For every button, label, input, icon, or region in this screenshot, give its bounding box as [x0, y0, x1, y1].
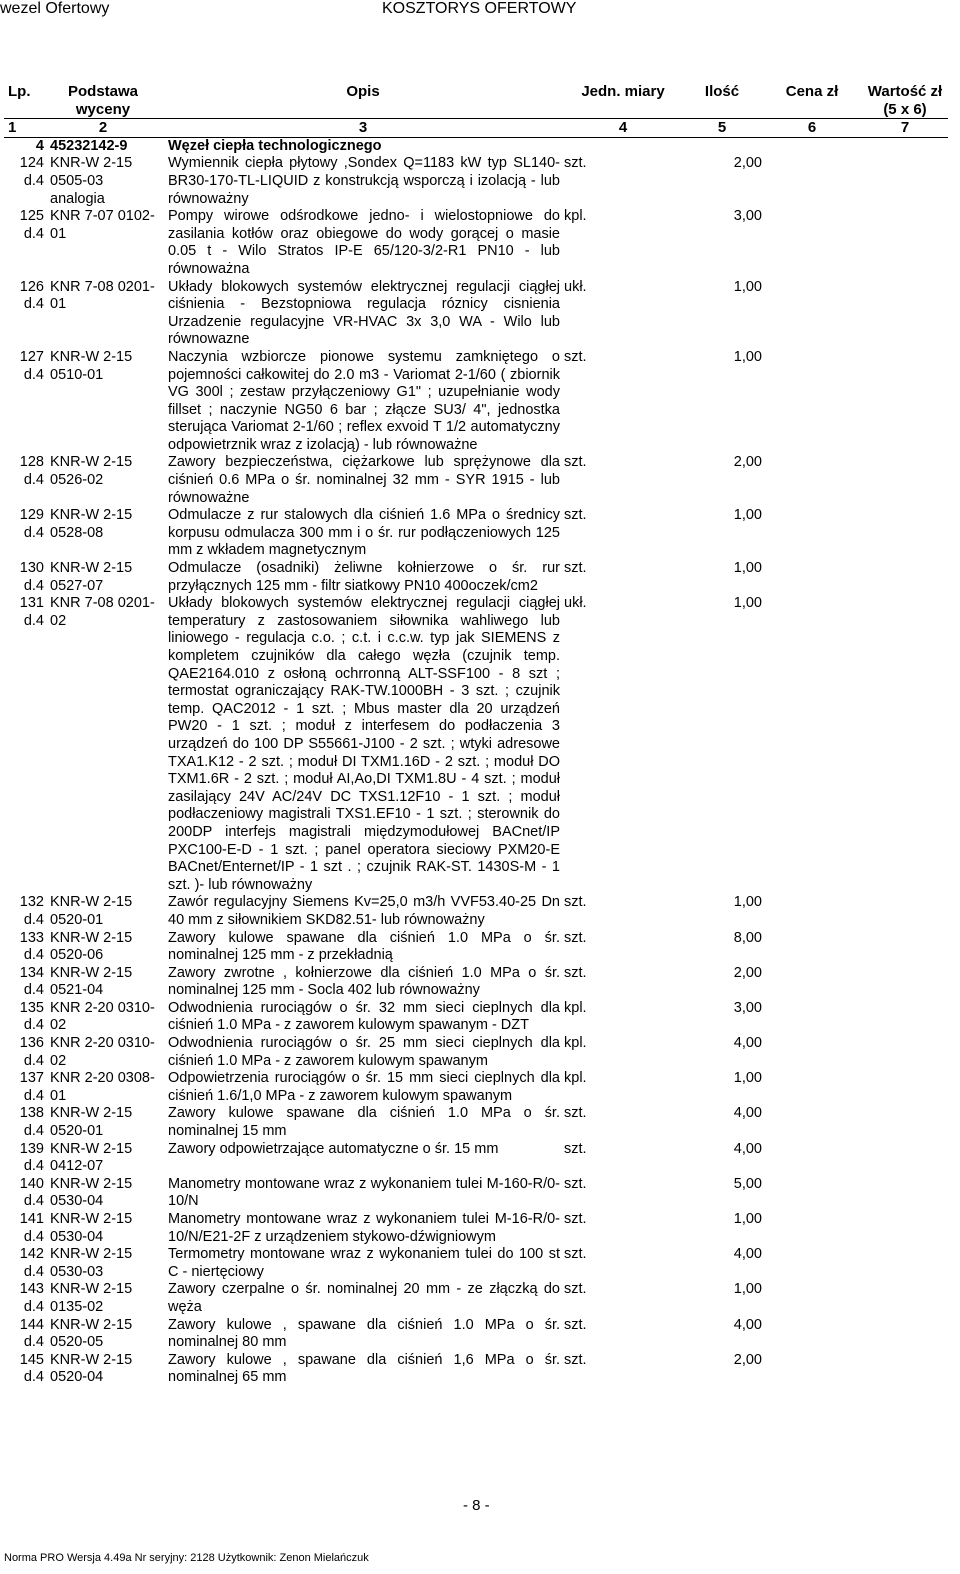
- row-price: [762, 595, 862, 894]
- row-price: [762, 349, 862, 455]
- table-row: [4, 1000, 948, 1035]
- row-lp: 145 d.4: [19, 1351, 44, 1386]
- row-description: Odmulacze (osadniki) żeliwne kołnierzowe o śr. rur przyłącznych 125 mm - filtr siatkowy PN10 400oczek/cm2: [168, 560, 560, 594]
- row-lp: 134 d.4: [19, 964, 44, 999]
- col-number: 6: [762, 119, 862, 138]
- row-value: [862, 454, 948, 507]
- row-price: [762, 507, 862, 560]
- table-row: [4, 279, 948, 349]
- document-app-name: wezel Ofertowy: [0, 0, 110, 17]
- row-value: [862, 349, 948, 455]
- row-price: [762, 1141, 862, 1176]
- row-lp: 139 d.4: [19, 1140, 44, 1175]
- col-number: 3: [162, 119, 564, 138]
- row-price: [762, 894, 862, 929]
- row-description: Zawory kulowe spawane dla ciśnień 1.0 MPa o śr. nominalnej 125 mm - z przekładnią: [168, 929, 560, 964]
- row-basis: KNR-W 2-15 0530-04: [50, 1211, 133, 1245]
- col-number: 2: [44, 119, 162, 138]
- col-number: 5: [682, 119, 762, 138]
- row-basis: KNR-W 2-15 0521-04: [50, 964, 133, 999]
- row-quantity: 1,00: [733, 1211, 762, 1227]
- row-unit: szt.: [564, 1281, 587, 1298]
- row-value: [862, 1176, 948, 1211]
- table-row: [4, 560, 948, 595]
- row-description: Zawory zwrotne , kołnierzowe dla ciśnień 1.0 MPa o śr. nominalnej 125 mm - Socla 402 lub równoważny: [168, 964, 560, 999]
- row-price: [762, 1246, 862, 1281]
- row-price: [762, 965, 862, 1000]
- row-unit: szt.: [564, 1140, 587, 1157]
- row-unit: szt.: [564, 1351, 587, 1368]
- row-price: [762, 155, 862, 208]
- page-number: - 8 -: [463, 1497, 490, 1514]
- row-unit: szt.: [564, 1105, 587, 1122]
- row-description: Odpowietrzenia rurociągów o śr. 15 mm sieci cieplnych dla ciśnień 1.6/1,0 MPa - z zaworem kulowym spawanym: [168, 1070, 560, 1104]
- row-description: Termometry montowane wraz z wykonaniem tulei do 100 st C - niertęciowy: [168, 1246, 560, 1280]
- table-row: [4, 595, 948, 894]
- row-quantity: 1,00: [733, 894, 762, 911]
- row-basis: KNR-W 2-15 0528-08: [50, 507, 133, 541]
- row-basis: KNR 2-20 0308-01: [50, 1070, 155, 1104]
- row-description: Zawory kulowe , spawane dla ciśnień 1.0 MPa o śr. nominalnej 80 mm: [168, 1316, 560, 1351]
- row-description: Zawory czerpalne o śr. nominalnej 20 mm - ze złączką do węża: [168, 1281, 560, 1315]
- col-basis: Podstawa wyceny: [67, 83, 139, 118]
- col-unit: Jedn. miary: [581, 83, 665, 100]
- row-unit: szt.: [564, 1316, 587, 1333]
- row-value: [862, 507, 948, 560]
- row-lp: 138 d.4: [19, 1105, 44, 1140]
- row-description: Pompy wirowe odśrodkowe jedno- i wielostopniowe do zasilania kotłów oraz obiegowe do wody gorącej o masie 0.05 t - Wilo Stratos IP-E 65/120-3/2-R1 PN10 - lub równoważna: [168, 208, 560, 277]
- row-quantity: 3,00: [733, 999, 762, 1016]
- row-value: [862, 1141, 948, 1176]
- col-number: 1: [4, 119, 44, 138]
- row-price: [762, 1035, 862, 1070]
- row-basis: KNR-W 2-15 0530-03: [50, 1246, 133, 1280]
- col-number: 4: [564, 119, 682, 138]
- table-row: [4, 1211, 948, 1246]
- row-value: [862, 208, 948, 278]
- row-quantity: 2,00: [733, 1351, 762, 1368]
- row-value: [862, 1281, 948, 1316]
- row-quantity: 5,00: [733, 1175, 762, 1192]
- row-lp: 131 d.4: [19, 595, 44, 629]
- table-row: [4, 1352, 948, 1387]
- col-price: Cena zł: [785, 83, 839, 100]
- row-basis: KNR 2-20 0310-02: [50, 999, 155, 1034]
- row-quantity: 1,00: [733, 595, 762, 612]
- table-row: [4, 349, 948, 455]
- row-unit: szt.: [564, 929, 587, 946]
- row-unit: ukł.: [564, 595, 587, 612]
- row-basis: KNR-W 2-15 0505-03 analogia: [50, 155, 133, 207]
- table-row: [4, 1105, 948, 1140]
- row-basis: KNR 7-08 0201-01: [50, 278, 155, 313]
- row-unit: szt.: [564, 560, 587, 577]
- row-unit: kpl.: [564, 1070, 587, 1087]
- row-quantity: 2,00: [733, 964, 762, 981]
- table-row: [4, 1281, 948, 1316]
- col-number: 7: [862, 119, 948, 138]
- row-basis: KNR-W 2-15 0510-01: [50, 348, 133, 383]
- row-quantity: 1,00: [733, 278, 762, 295]
- row-lp: 126 d.4: [19, 278, 44, 313]
- row-price: [762, 279, 862, 349]
- row-price: [762, 1211, 862, 1246]
- row-description: Manometry montowane wraz z wykonaniem tulei M-160-R/0-10/N: [168, 1175, 560, 1210]
- row-description: Naczynia wzbiorcze pionowe systemu zamkniętego o pojemności całkowitej do 2.0 m3 - Variomat 2-1/60 ( zbiornik VG 300l ; zestaw przyłączeniowy G1" ; uzupełnianie wody fillset ; naczynie NG50 6 bar ; złącze SU3/ 4", jednostka sterująca Variomat 2-1/60 ; reflex exvoid T 1/2 automatyczny odpowietrznik wraz z izolacją) - lub równoważne: [168, 348, 560, 453]
- row-quantity: 4,00: [733, 1246, 762, 1263]
- row-description: Wymiennik ciepła płytowy ,Sondex Q=1183 kW typ SL140-BR30-170-TL-LIQUID z konstrukcją wsporczą i izolacją - lub równoważny: [168, 155, 560, 207]
- section-lp: 4: [35, 137, 44, 154]
- table-row: [4, 965, 948, 1000]
- row-basis: KNR-W 2-15 0520-05: [50, 1316, 133, 1351]
- row-price: [762, 1317, 862, 1352]
- row-unit: kpl.: [564, 208, 587, 225]
- row-lp: 141 d.4: [19, 1211, 44, 1245]
- row-lp: 130 d.4: [19, 560, 44, 594]
- table-row: [4, 894, 948, 929]
- row-lp: 144 d.4: [19, 1316, 44, 1351]
- row-unit: szt.: [564, 1211, 587, 1227]
- row-quantity: 1,00: [733, 507, 762, 524]
- column-header-row: [4, 83, 948, 119]
- row-lp: 129 d.4: [19, 507, 44, 541]
- row-quantity: 4,00: [733, 1105, 762, 1122]
- table-row: [4, 930, 948, 965]
- row-basis: KNR-W 2-15 0527-07: [50, 560, 133, 594]
- row-lp: 137 d.4: [19, 1070, 44, 1104]
- row-value: [862, 1317, 948, 1352]
- row-description: Odwodnienia rurociągów o śr. 25 mm sieci cieplnych dla ciśnień 1.0 MPa - z zaworem kulowym spawanym: [168, 1035, 560, 1069]
- table-row: [4, 1317, 948, 1352]
- row-basis: KNR-W 2-15 0135-02: [50, 1281, 133, 1315]
- row-unit: szt.: [564, 155, 587, 172]
- row-quantity: 2,00: [733, 454, 762, 471]
- row-unit: ukł.: [564, 278, 587, 295]
- row-value: [862, 1105, 948, 1140]
- row-lp: 135 d.4: [19, 999, 44, 1034]
- row-basis: KNR 7-07 0102-01: [50, 208, 155, 242]
- row-basis: KNR-W 2-15 0530-04: [50, 1175, 133, 1210]
- section-row: [4, 137, 948, 155]
- row-lp: 133 d.4: [19, 929, 44, 964]
- row-description: Zawory odpowietrzające automatyczne o śr. 15 mm: [168, 1140, 499, 1157]
- row-basis: KNR-W 2-15 0520-01: [50, 1105, 133, 1140]
- row-description: Odmulacze z rur stalowych dla ciśnień 1.6 MPa o średnicy korpusu odmulacza 300 mm i o śr. rur podłączeniowych 125 mm z wkładem magnetycznym: [168, 507, 560, 559]
- row-basis: KNR-W 2-15 0526-02: [50, 454, 133, 489]
- row-value: [862, 279, 948, 349]
- col-desc: Opis: [346, 83, 380, 100]
- table-row: [4, 507, 948, 560]
- row-quantity: 1,00: [733, 1070, 762, 1087]
- row-value: [862, 1000, 948, 1035]
- row-unit: kpl.: [564, 999, 587, 1016]
- row-value: [862, 595, 948, 894]
- row-price: [762, 454, 862, 507]
- row-description: Układy blokowych systemów elektrycznej regulacji ciągłej temperatury z zastosowaniem siłownika wahliwego lub liniowego - regulacja c.o. ; c.t. i c.c.w. typ jak SIEMENS z kompletem czujników dla całego węzła (czujnik temp. QAE2164.010 z osłoną ochrronną ALT-SSF100 - 8 szt ; termostat ograniczający RAK-TW.1000BH - 3 szt. ; czujnik temp. QAC2012 - 1 szt. ; Mbus master dla 20 urządzeń PW20 - 1 szt. ; moduł z interfesem do podłaczenia 3 urządzeń do 100 DP S55661-J100 - 2 szt. ; wtyki adresowe TXA1.K12 - 2 szt. ; moduł DI TXM1.16D - 2 szt. ; moduł DO TXM1.6R - 2 szt. ; moduł AI,Ao,DI TXM1.8U - 4 szt. ; moduł zasilający 24V AC/24V DC TXS1.12F10 - 1 szt. ; moduł podłaczeniowy magistrali TXS1.EF10 - 1 szt. ; sterownik do 200DP interfejs magistrali międzymodułowej BACnet/IP PXC100-E-D - 1 szt. ; panel operatora sieciowy PXM20-E BACnet/Enternet/IP - 1 szt . ; czujnik RAK-ST. 1430S-M - 1 szt. )- lub równoważny: [168, 595, 560, 893]
- document-title: KOSZTORYS OFERTOWY: [382, 0, 577, 17]
- col-value: Wartość zł (5 x 6): [867, 83, 943, 118]
- row-quantity: 4,00: [733, 1140, 762, 1157]
- row-description: Zawory bezpieczeństwa, ciężarkowe lub sprężynowe dla ciśnień 0.6 MPa o śr. nominalnej 32 mm - SYR 1915 - lub równoważne: [168, 454, 560, 506]
- row-lp: 143 d.4: [19, 1281, 44, 1315]
- row-price: [762, 930, 862, 965]
- row-unit: szt.: [564, 1175, 587, 1192]
- row-description: Zawory kulowe spawane dla ciśnień 1.0 MPa o śr. nominalnej 15 mm: [168, 1105, 560, 1140]
- row-unit: szt.: [564, 507, 587, 524]
- row-description: Układy blokowych systemów elektrycznej regulacji ciągłej ciśnienia - Bezstopniowa regulacja róznicy cisnienia Urzadzenie regulacyjne VR-HVAC 3x 3,0 WA - Wilo lub równowazne: [168, 278, 560, 348]
- row-price: [762, 560, 862, 595]
- row-price: [762, 1000, 862, 1035]
- row-lp: 142 d.4: [19, 1246, 44, 1280]
- row-quantity: 2,00: [733, 155, 762, 172]
- row-value: [862, 930, 948, 965]
- row-basis: KNR 2-20 0310-02: [50, 1035, 155, 1069]
- row-value: [862, 965, 948, 1000]
- row-lp: 132 d.4: [19, 894, 44, 928]
- row-quantity: 4,00: [733, 1035, 762, 1052]
- row-basis: KNR-W 2-15 0520-06: [50, 929, 133, 964]
- row-description: Odwodnienia rurociągów o śr. 32 mm sieci cieplnych dla ciśnień 1.0 MPa - z zaworem kulowym spawanym - DZT: [168, 999, 560, 1034]
- column-number-row: [4, 119, 948, 138]
- table-row: [4, 1141, 948, 1176]
- table-row: [4, 1246, 948, 1281]
- table-row: [4, 454, 948, 507]
- row-quantity: 4,00: [733, 1316, 762, 1333]
- row-price: [762, 1176, 862, 1211]
- row-quantity: 1,00: [733, 1281, 762, 1298]
- row-lp: 140 d.4: [19, 1175, 44, 1210]
- row-quantity: 3,00: [733, 208, 762, 225]
- row-unit: szt.: [564, 454, 587, 471]
- row-price: [762, 1352, 862, 1387]
- row-description: Zawory kulowe , spawane dla ciśnień 1,6 MPa o śr. nominalnej 65 mm: [168, 1351, 560, 1386]
- row-lp: 124 d.4: [19, 155, 44, 189]
- row-value: [862, 155, 948, 208]
- table-row: [4, 208, 948, 278]
- row-quantity: 8,00: [733, 929, 762, 946]
- table-row: [4, 1035, 948, 1070]
- table-row: [4, 155, 948, 208]
- row-description: Manometry montowane wraz z wykonaniem tulei M-16-R/0-10/N/E21-2F z urządzeniem stykowo-dźwigniowym: [168, 1211, 560, 1245]
- row-price: [762, 1105, 862, 1140]
- row-lp: 125 d.4: [19, 208, 44, 242]
- row-value: [862, 894, 948, 929]
- cost-estimate-table: [4, 83, 948, 1387]
- row-lp: 127 d.4: [19, 348, 44, 383]
- row-lp: 128 d.4: [19, 454, 44, 489]
- row-price: [762, 208, 862, 278]
- row-value: [862, 1352, 948, 1387]
- row-basis: KNR-W 2-15 0520-04: [50, 1351, 133, 1386]
- row-price: [762, 1281, 862, 1316]
- row-unit: szt.: [564, 894, 587, 911]
- row-description: Zawór regulacyjny Siemens Kv=25,0 m3/h VVF53.40-25 Dn 40 mm z siłownikiem SKD82.51- lub równoważny: [168, 894, 560, 928]
- row-value: [862, 1211, 948, 1246]
- row-lp: 136 d.4: [19, 1035, 44, 1069]
- row-value: [862, 1035, 948, 1070]
- row-value: [862, 560, 948, 595]
- row-quantity: 1,00: [733, 348, 762, 365]
- row-basis: KNR-W 2-15 0520-01: [50, 894, 133, 928]
- row-unit: szt.: [564, 348, 587, 365]
- table-row: [4, 1176, 948, 1211]
- table-row: [4, 1070, 948, 1105]
- section-title: Węzeł ciepła technologicznego: [168, 137, 382, 154]
- row-basis: KNR 7-08 0201-02: [50, 595, 155, 629]
- col-qty: Ilość: [704, 83, 740, 100]
- col-lp: Lp.: [8, 83, 31, 100]
- row-quantity: 1,00: [733, 560, 762, 577]
- row-unit: szt.: [564, 1246, 587, 1263]
- row-value: [862, 1070, 948, 1105]
- row-price: [762, 1070, 862, 1105]
- row-value: [862, 1246, 948, 1281]
- row-basis: KNR-W 2-15 0412-07: [50, 1140, 133, 1175]
- row-unit: kpl.: [564, 1035, 587, 1052]
- footer-software-info: Norma PRO Wersja 4.49a Nr seryjny: 2128 Użytkownik: Zenon Mielańczuk: [4, 1552, 369, 1564]
- row-unit: szt.: [564, 964, 587, 981]
- section-code: 45232142-9: [50, 137, 128, 154]
